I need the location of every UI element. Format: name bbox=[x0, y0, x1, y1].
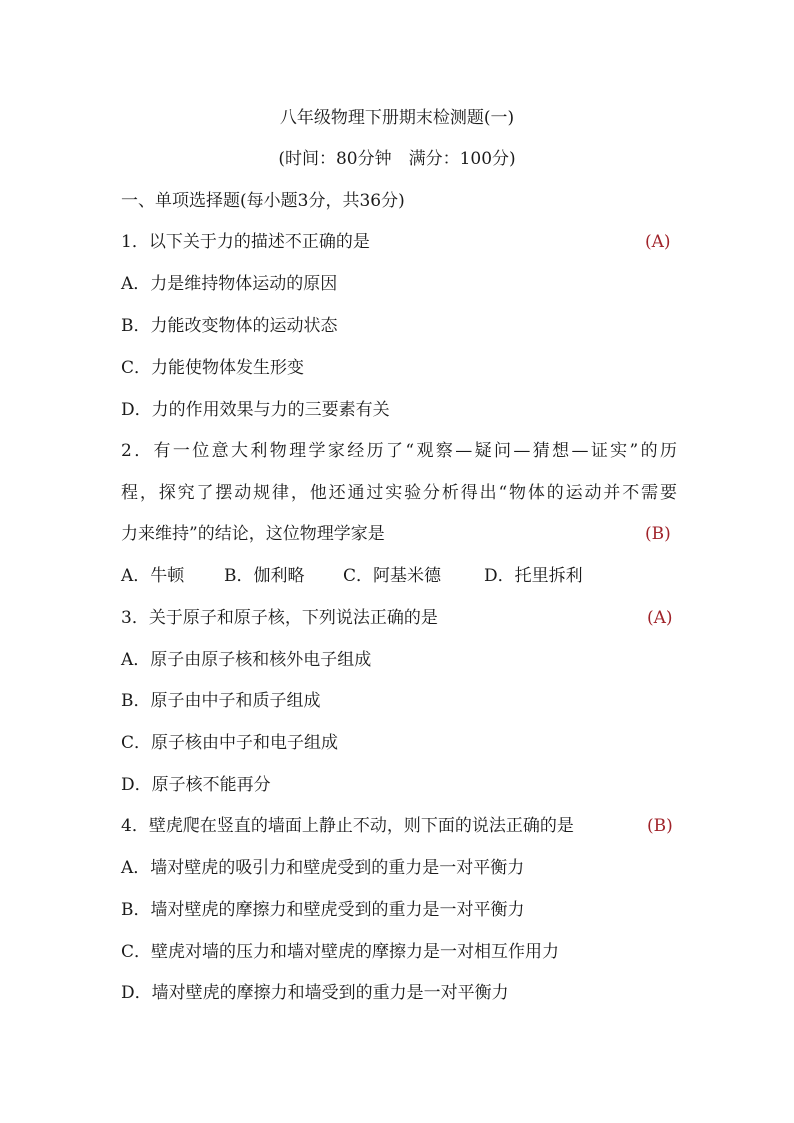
question-stem-text: 力来维持”的结论，这位物理学家是 bbox=[121, 524, 385, 544]
option-a: A．力是维持物体运动的原因 bbox=[121, 274, 338, 294]
option-d: D．托里拆利 bbox=[484, 566, 583, 586]
option-d: D．墙对壁虎的摩擦力和墙受到的重力是一对平衡力 bbox=[121, 983, 509, 1003]
option-c: C．壁虎对墙的压力和墙对壁虎的摩擦力是一对相互作用力 bbox=[121, 942, 560, 962]
answer-label: (A) bbox=[647, 608, 673, 628]
page-title: 八年级物理下册期末检测题(一) bbox=[279, 108, 515, 128]
answer-label: (A) bbox=[645, 232, 671, 252]
option-a: A．牛顿 bbox=[121, 566, 185, 586]
option-c: C．力能使物体发生形变 bbox=[121, 358, 305, 378]
question-2-stem-line-2: 程，探究了摆动规律，他还通过实验分析得出“物体的运动并不需要 bbox=[121, 483, 677, 503]
option-d: D．力的作用效果与力的三要素有关 bbox=[121, 400, 390, 420]
question-2-stem-line-1: 2．有一位意大利物理学家经历了“观察—疑问—猜想—证实”的历 bbox=[121, 441, 677, 461]
question-stem-text: 3．关于原子和原子核，下列说法正确的是 bbox=[121, 608, 438, 628]
question-3-stem bbox=[121, 606, 677, 630]
exam-info: (时间：80分钟 满分：100分) bbox=[278, 149, 516, 169]
answer-label: (B) bbox=[647, 816, 673, 836]
question-2-options bbox=[121, 564, 677, 588]
option-a: A．原子由原子核和核外电子组成 bbox=[121, 650, 372, 670]
question-stem-text: 4．壁虎爬在竖直的墙面上静止不动，则下面的说法正确的是 bbox=[121, 816, 574, 836]
option-c: C．原子核由中子和电子组成 bbox=[121, 733, 339, 753]
question-4-stem bbox=[121, 814, 677, 838]
option-c: C．阿基米德 bbox=[343, 566, 442, 586]
option-b: B．伽利略 bbox=[224, 566, 305, 586]
option-a: A．墙对壁虎的吸引力和壁虎受到的重力是一对平衡力 bbox=[121, 858, 525, 878]
question-2-stem-line-3 bbox=[121, 522, 677, 546]
option-b: B．原子由中子和质子组成 bbox=[121, 691, 321, 711]
question-1-stem bbox=[121, 230, 677, 254]
answer-label: (B) bbox=[645, 524, 671, 544]
question-stem-text: 1．以下关于力的描述不正确的是 bbox=[121, 232, 370, 252]
option-d: D．原子核不能再分 bbox=[121, 775, 271, 795]
option-b: B．力能改变物体的运动状态 bbox=[121, 316, 338, 336]
option-b: B．墙对壁虎的摩擦力和壁虎受到的重力是一对平衡力 bbox=[121, 900, 525, 920]
section-heading: 一、单项选择题(每小题3分，共36分) bbox=[121, 191, 405, 211]
